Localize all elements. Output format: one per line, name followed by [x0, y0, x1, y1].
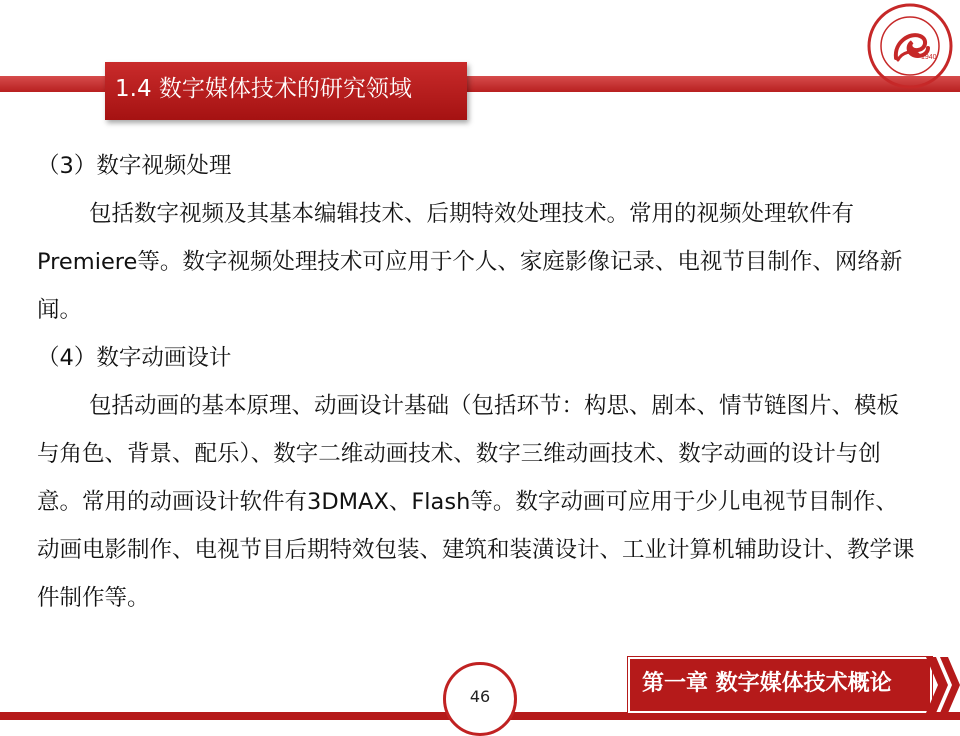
chevron-right-icon: [926, 657, 960, 713]
subheading-animation: （4）数字动画设计: [37, 345, 232, 371]
slide-body: [37, 142, 917, 622]
subheading-video: （3）数字视频处理: [37, 153, 232, 179]
section-title-box: [105, 62, 467, 120]
page-number: 46: [469, 687, 491, 706]
svg-text:1940: 1940: [921, 54, 937, 61]
chapter-label-box: [628, 657, 932, 713]
paragraph-animation: 包括动画的基本原理、动画设计基础（包括环节：构思、剧本、情节链图片、模板与角色、背景、配乐）、数字二维动画技术、数字三维动画技术、数字动画的设计与创意。常用的动画设计软件有3DMAX、Flash等。数字动画可应用于少儿电视节目制作、动画电影制作、电视节目后期特效包装、建筑和装潢设计、工业计算机辅助设计、教学课件制作等。: [37, 393, 915, 611]
zhengzhou-normal-university-seal-icon: [866, 2, 954, 90]
section-title: 1.4 数字媒体技术的研究领域: [115, 76, 412, 102]
paragraph-video: 包括数字视频及其基本编辑技术、后期特效处理技术。常用的视频处理软件有Premiere等。数字视频处理技术可应用于个人、家庭影像记录、电视节目制作、网络新闻。: [37, 201, 903, 323]
chapter-label: 第一章 数字媒体技术概论: [642, 671, 892, 696]
